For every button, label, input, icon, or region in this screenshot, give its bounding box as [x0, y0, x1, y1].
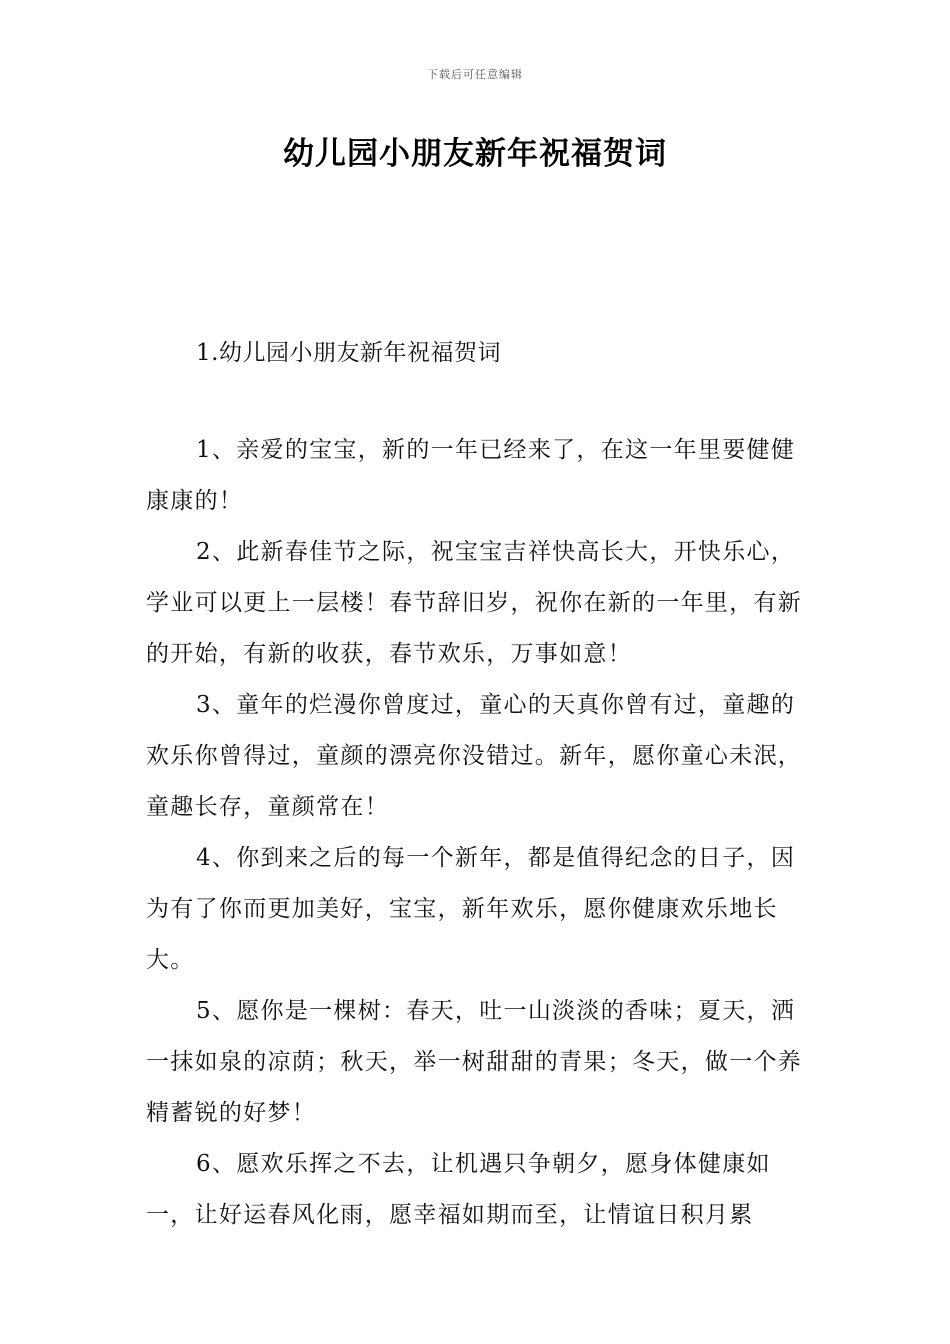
header-note: 下载后可任意编辑 [427, 68, 523, 81]
paragraph-6: 6、愿欢乐挥之不去，让机遇只争朝夕，愿身体健康如一，让好运春风化雨，愿幸福如期而至，让情谊日积月累 [146, 1151, 771, 1228]
section-heading: 1.幼儿园小朋友新年祝福贺词 [196, 340, 501, 366]
paragraph-2: 2、此新春佳节之际，祝宝宝吉祥快高长大，开快乐心，学业可以更上一层楼！春节辞旧岁，祝你在新的一年里，有新的开始，有新的收获，春节欢乐，万事如意！ [146, 539, 803, 667]
document-body [146, 425, 806, 1241]
paragraph-3: 3、童年的烂漫你曾度过，童心的天真你曾有过，童趣的欢乐你曾得过，童颜的漂亮你没错过。新年，愿你童心未泯，童趣长存，童颜常在！ [146, 692, 803, 820]
paragraph-4: 4、你到来之后的每一个新年，都是值得纪念的日子，因为有了你而更加美好，宝宝，新年欢乐，愿你健康欢乐地长大。 [146, 845, 796, 973]
paragraph-5: 5、愿你是一棵树：春天，吐一山淡淡的香味；夏天，洒一抹如泉的凉荫；秋天，举一树甜甜的青果；冬天，做一个养精蓄锐的好梦！ [146, 998, 803, 1126]
document-title: 幼儿园小朋友新年祝福贺词 [283, 136, 667, 172]
paragraph-1: 1、亲爱的宝宝，新的一年已经来了，在这一年里要健健康康的！ [146, 437, 796, 514]
